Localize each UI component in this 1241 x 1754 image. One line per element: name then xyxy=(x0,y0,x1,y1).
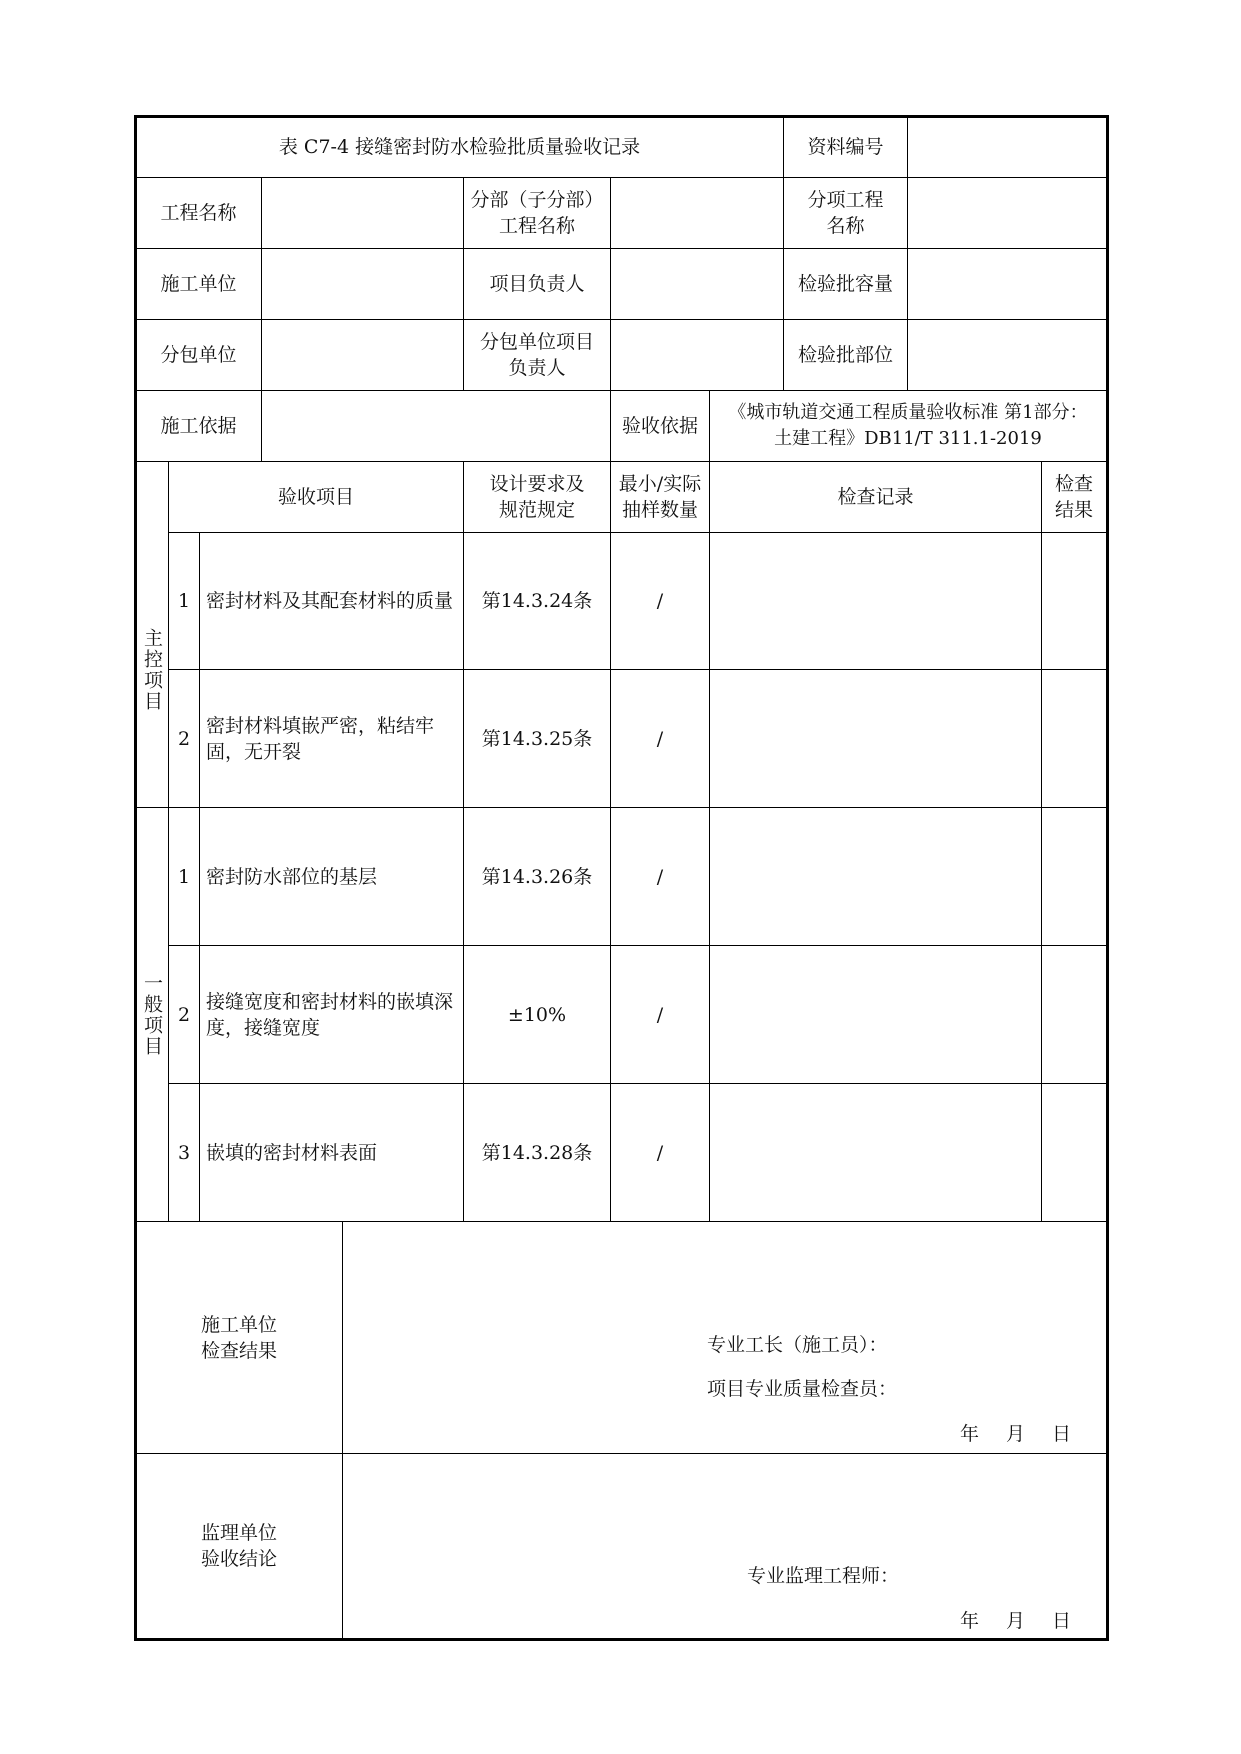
contractor-label: 施工单位 xyxy=(135,248,262,320)
main-item-2-sample[interactable]: / xyxy=(610,669,710,808)
sub-item-field[interactable] xyxy=(907,177,1107,249)
general-item-2-no: 2 xyxy=(168,945,200,1084)
general-item-1-spec: 第14.3.26条 xyxy=(463,807,611,946)
main-control-label: 主控项目 xyxy=(135,532,169,808)
sub-manager-label: 分包单位项目 负责人 xyxy=(463,319,611,391)
acceptance-basis-value: 《城市轨道交通工程质量验收标准 第1部分： 土建工程》DB11/T 311.1-2019 xyxy=(709,390,1107,462)
general-item-1-desc: 密封防水部位的基层 xyxy=(199,807,464,946)
general-item-2-spec: ±10% xyxy=(463,945,611,1084)
general-item-1-sample[interactable]: / xyxy=(610,807,710,946)
sub-division-field[interactable] xyxy=(610,177,784,249)
project-manager-field[interactable] xyxy=(610,248,784,320)
supervisor-date-label: 年 月 日 xyxy=(960,1610,1076,1632)
general-item-3-no: 3 xyxy=(168,1083,200,1222)
col-header-record: 检查记录 xyxy=(709,461,1042,533)
main-item-2-desc: 密封材料填嵌严密，粘结牢固，无开裂 xyxy=(199,669,464,808)
general-item-3-sample[interactable]: / xyxy=(610,1083,710,1222)
doc-no-field[interactable] xyxy=(907,116,1107,178)
general-item-2-record[interactable] xyxy=(709,945,1042,1084)
main-item-1-desc: 密封材料及其配套材料的质量 xyxy=(199,532,464,670)
main-item-2-result[interactable] xyxy=(1041,669,1107,808)
acceptance-basis-label: 验收依据 xyxy=(610,390,710,462)
main-item-2-record[interactable] xyxy=(709,669,1042,808)
main-item-1-spec: 第14.3.24条 xyxy=(463,532,611,670)
general-item-3-result[interactable] xyxy=(1041,1083,1107,1222)
contractor-check-label: 施工单位 检查结果 xyxy=(135,1221,343,1454)
general-item-1-result[interactable] xyxy=(1041,807,1107,946)
general-item-2-result[interactable] xyxy=(1041,945,1107,1084)
col-header-design: 设计要求及 规范规定 xyxy=(463,461,611,533)
main-item-1-sample[interactable]: / xyxy=(610,532,710,670)
sub-item-label: 分项工程 名称 xyxy=(783,177,908,249)
batch-capacity-label: 检验批容量 xyxy=(783,248,908,320)
main-item-2-no: 2 xyxy=(168,669,200,808)
main-item-2-spec: 第14.3.25条 xyxy=(463,669,611,808)
general-item-2-sample[interactable]: / xyxy=(610,945,710,1084)
batch-location-field[interactable] xyxy=(907,319,1107,391)
col-header-item: 验收项目 xyxy=(168,461,464,533)
supervisor-check-label: 监理单位 验收结论 xyxy=(135,1453,343,1639)
general-item-1-no: 1 xyxy=(168,807,200,946)
subcontractor-field[interactable] xyxy=(261,319,464,391)
col-header-sample: 最小/实际 抽样数量 xyxy=(610,461,710,533)
project-name-field[interactable] xyxy=(261,177,464,249)
header-spacer xyxy=(135,461,169,533)
batch-capacity-field[interactable] xyxy=(907,248,1107,320)
construction-basis-field[interactable] xyxy=(261,390,611,462)
col-header-result: 检查 结果 xyxy=(1041,461,1107,533)
general-item-3-spec: 第14.3.28条 xyxy=(463,1083,611,1222)
general-item-2-desc: 接缝宽度和密封材料的嵌填深度，接缝宽度 xyxy=(199,945,464,1084)
batch-location-label: 检验批部位 xyxy=(783,319,908,391)
foreman-signature-label: 专业工长（施工员）： xyxy=(707,1334,888,1356)
quality-inspector-label: 项目专业质量检查员： xyxy=(707,1378,898,1400)
main-item-1-result[interactable] xyxy=(1041,532,1107,670)
supervising-engineer-label: 专业监理工程师： xyxy=(747,1565,900,1587)
contractor-date-label: 年 月 日 xyxy=(960,1423,1076,1445)
general-item-1-record[interactable] xyxy=(709,807,1042,946)
doc-no-label: 资料编号 xyxy=(783,116,908,178)
project-name-label: 工程名称 xyxy=(135,177,262,249)
general-label: 一般项目 xyxy=(135,807,169,1222)
project-manager-label: 项目负责人 xyxy=(463,248,611,320)
sub-division-label: 分部（子分部） 工程名称 xyxy=(463,177,611,249)
main-item-1-no: 1 xyxy=(168,532,200,670)
general-item-3-record[interactable] xyxy=(709,1083,1042,1222)
form-title: 表 C7-4 接缝密封防水检验批质量验收记录 xyxy=(135,116,784,178)
construction-basis-label: 施工依据 xyxy=(135,390,262,462)
sub-manager-field[interactable] xyxy=(610,319,784,391)
contractor-field[interactable] xyxy=(261,248,464,320)
general-item-3-desc: 嵌填的密封材料表面 xyxy=(199,1083,464,1222)
subcontractor-label: 分包单位 xyxy=(135,319,262,391)
main-item-1-record[interactable] xyxy=(709,532,1042,670)
